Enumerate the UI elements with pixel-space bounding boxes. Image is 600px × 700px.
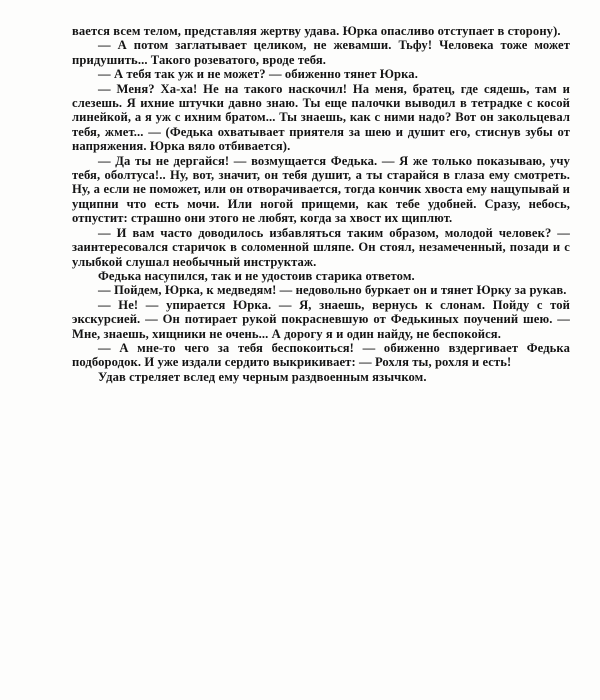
paragraph: — Пойдем, Юрка, к медведям! — недовольно буркает он и тянет Юрку за рукав. <box>98 283 567 298</box>
page-text-block <box>72 24 570 384</box>
paragraph: Удав стреляет вслед ему черным раздвоенным язычком. <box>98 369 427 384</box>
paragraph: — А потом заглатывает целиком, не жевамши. Тьфу! Человека тоже может придушить... Такого розеватого, вроде тебя. <box>72 38 570 67</box>
paragraph: — Не! — упирается Юрка. — Я, знаешь, вернусь к слонам. Пойду с той экскурсией. — Он потирает рукой покрасневшую от Федькиных поучений шею. — Мне, знаешь, хищники не очень... А дорогу я и один найду, не беспокойся. <box>72 297 570 341</box>
paragraph: Федька насупился, так и не удостоив старика ответом. <box>98 268 415 283</box>
paragraph: — И вам часто доводилось избавляться таким образом, молодой человек? — заинтересовался старичок в соломенной шляпе. Он стоял, незамеченный, позади и с улыбкой слушал необычный инструктаж. <box>72 225 570 269</box>
paragraph: — А мне-то чего за тебя беспокоиться! — обиженно вздергивает Федька подбородок. И уже издали сердито выкрикивает: — Рохля ты, рохля и есть! <box>72 340 570 370</box>
paragraph: — Меня? Ха-ха! Не на такого наскочил! На меня, братец, где сядешь, там и слезешь. Я ихние штучки давно знаю. Ты еще палочки выводил в тетрадке с косой линейкой, а я уж с ихним братом... Ты знаешь, как с ними надо? Вот он закольцевал тебя, жмет... — (Федька охватывает приятеля за шею и душит его, стиснув зубы от напряжения. Юрка вяло отбивается). <box>72 81 570 154</box>
paragraph: вается всем телом, представляя жертву удава. Юрка опасливо отступает в сторону). <box>72 24 561 38</box>
paragraph: — Да ты не дергайся! — возмущается Федька. — Я же только показываю, учу тебя, оболтуса!.. Ну, вот, значит, он тебя душит, а ты старайся в глаза ему смотреть. Ну, а если не поможет, или он отворачивается, тогда кончик хвоста ему нащупывай и ущипни что есть мочи. Или ногой прищеми, как тебе удобней. Сразу, небось, отпустит: страшно они этого не любят, когда за хвост их щиплют. <box>72 153 570 226</box>
paragraph: — А тебя так уж и не может? — обиженно тянет Юрка. <box>98 67 418 82</box>
